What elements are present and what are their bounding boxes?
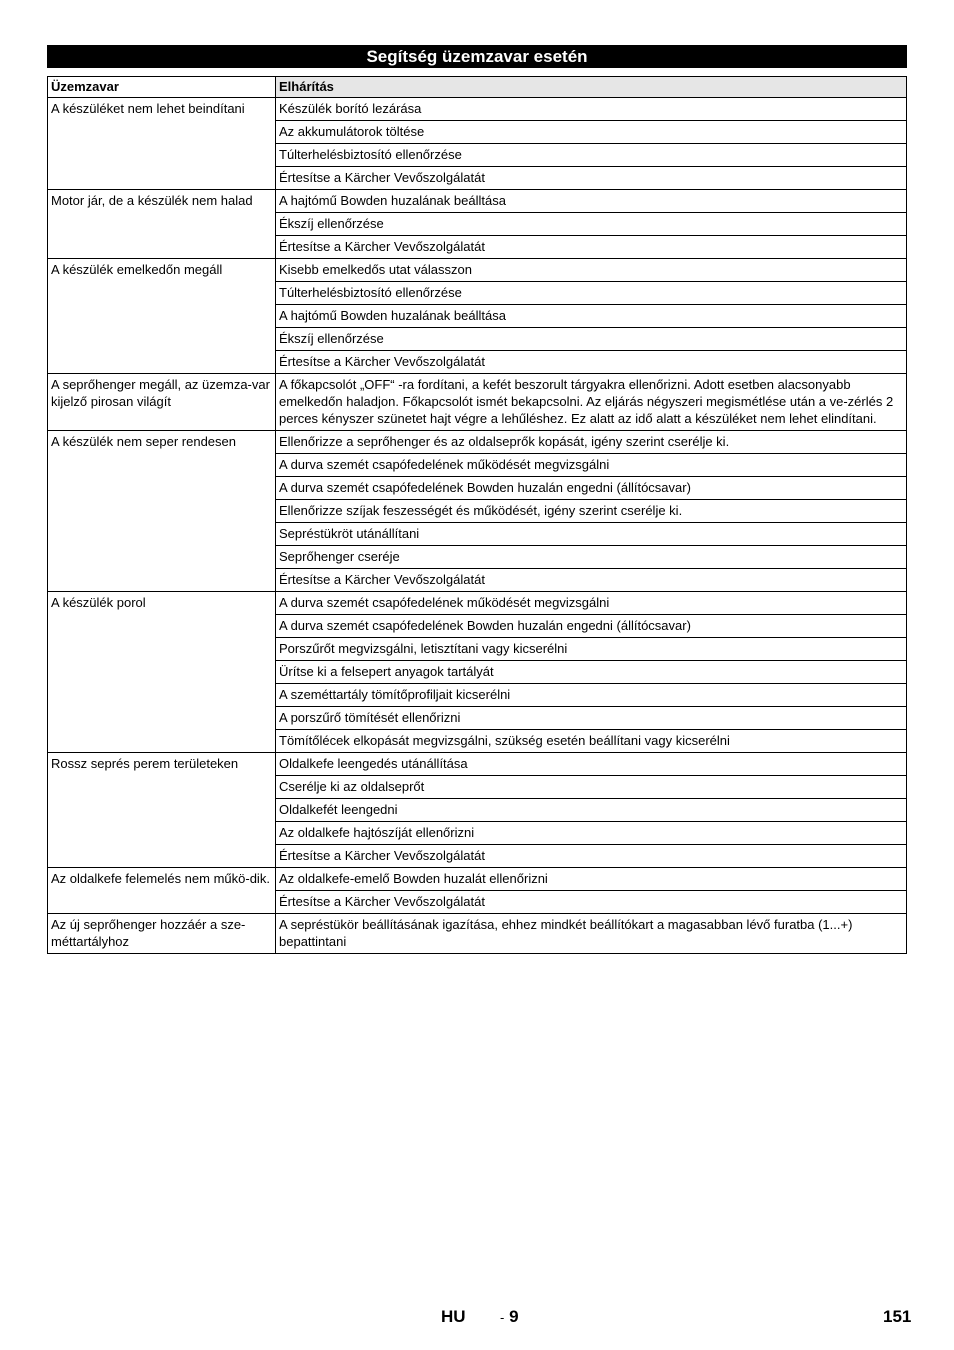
fault-cell: Rossz seprés perem területeken bbox=[48, 753, 276, 868]
remedy-cell: Túlterhelésbiztosító ellenőrzése bbox=[276, 282, 907, 305]
table-header-row bbox=[48, 77, 907, 98]
remedy-cell: Ékszíj ellenőrzése bbox=[276, 213, 907, 236]
remedy-cell: A hajtómű Bowden huzalának beálltása bbox=[276, 305, 907, 328]
table-row bbox=[48, 98, 907, 121]
remedy-cell: Értesítse a Kärcher Vevőszolgálatát bbox=[276, 236, 907, 259]
remedy-cell: Értesítse a Kärcher Vevőszolgálatát bbox=[276, 351, 907, 374]
remedy-cell: Porszűrőt megvizsgálni, letisztítani vagy kicserélni bbox=[276, 638, 907, 661]
footer-language: HU bbox=[441, 1307, 466, 1326]
remedy-cell: Tömítőlécek elkopását megvizsgálni, szükség esetén beállítani vagy kicserélni bbox=[276, 730, 907, 753]
table-row bbox=[48, 259, 907, 282]
table-row bbox=[48, 592, 907, 615]
footer-section-page-number: 9 bbox=[509, 1307, 519, 1326]
remedy-cell: Sepréstükröt utánállítani bbox=[276, 523, 907, 546]
table-row bbox=[48, 431, 907, 454]
table-row bbox=[48, 914, 907, 954]
remedy-cell: Ürítse ki a felsepert anyagok tartályát bbox=[276, 661, 907, 684]
remedy-cell: A porszűrő tömítését ellenőrizni bbox=[276, 707, 907, 730]
footer-section-page bbox=[500, 1307, 519, 1327]
remedy-cell: A szeméttartály tömítőprofiljait kicserélni bbox=[276, 684, 907, 707]
table-body bbox=[48, 98, 907, 954]
remedy-cell: Értesítse a Kärcher Vevőszolgálatát bbox=[276, 891, 907, 914]
remedy-cell: Értesítse a Kärcher Vevőszolgálatát bbox=[276, 569, 907, 592]
remedy-cell: Értesítse a Kärcher Vevőszolgálatát bbox=[276, 845, 907, 868]
remedy-cell: Seprőhenger cseréje bbox=[276, 546, 907, 569]
remedy-cell: A durva szemét csapófedelének Bowden huzalán engedni (állítócsavar) bbox=[276, 615, 907, 638]
header-remedy: Elhárítás bbox=[276, 77, 907, 98]
table-row bbox=[48, 753, 907, 776]
remedy-cell: Oldalkefét leengedni bbox=[276, 799, 907, 822]
fault-cell: A készülék nem seper rendesen bbox=[48, 431, 276, 592]
fault-cell: A készüléket nem lehet beindítani bbox=[48, 98, 276, 190]
remedy-cell: Ékszíj ellenőrzése bbox=[276, 328, 907, 351]
fault-cell: Az oldalkefe felemelés nem műkö-dik. bbox=[48, 868, 276, 914]
remedy-cell: Ellenőrizze szíjak feszességét és működését, igény szerint cserélje ki. bbox=[276, 500, 907, 523]
remedy-cell: Cserélje ki az oldalseprőt bbox=[276, 776, 907, 799]
remedy-cell: A durva szemét csapófedelének Bowden huzalán engedni (állítócsavar) bbox=[276, 477, 907, 500]
footer-page-number: 151 bbox=[883, 1307, 912, 1326]
remedy-cell: Az oldalkefe hajtószíját ellenőrizni bbox=[276, 822, 907, 845]
fault-cell: Az új seprőhenger hozzáér a sze-méttartályhoz bbox=[48, 914, 276, 954]
header-fault: Üzemzavar bbox=[48, 77, 276, 98]
remedy-cell: Túlterhelésbiztosító ellenőrzése bbox=[276, 144, 907, 167]
table-row bbox=[48, 190, 907, 213]
remedy-cell: Ellenőrizze a seprőhenger és az oldalseprők kopását, igény szerint cserélje ki. bbox=[276, 431, 907, 454]
footer-dash: - bbox=[500, 1310, 505, 1325]
table-row bbox=[48, 374, 907, 431]
remedy-cell: A durva szemét csapófedelének működését megvizsgálni bbox=[276, 454, 907, 477]
remedy-cell: Értesítse a Kärcher Vevőszolgálatát bbox=[276, 167, 907, 190]
remedy-cell: Az oldalkefe-emelő Bowden huzalát ellenőrizni bbox=[276, 868, 907, 891]
remedy-cell: A hajtómű Bowden huzalának beálltása bbox=[276, 190, 907, 213]
troubleshooting-table bbox=[47, 76, 907, 954]
fault-cell: A készülék porol bbox=[48, 592, 276, 753]
remedy-cell: A főkapcsolót „OFF“ -ra fordítani, a kefét beszorult tárgyakra ellenőrizni. Adott esetben alacsonyabb emelkedőn haladjon. Főkapcsolót ismét bekapcsolni. Az eljárás négyszeri megismétlése után a ve-zérlés 2 perces kényszer szünetet hajt végre a lehűléshez. Ez alatt az idő alatt a készüléket nem lehet elindítani. bbox=[276, 374, 907, 431]
table-row bbox=[48, 868, 907, 891]
remedy-cell: Kisebb emelkedős utat válasszon bbox=[276, 259, 907, 282]
section-title: Segítség üzemzavar esetén bbox=[47, 45, 907, 68]
fault-cell: A készülék emelkedőn megáll bbox=[48, 259, 276, 374]
remedy-cell: A durva szemét csapófedelének működését megvizsgálni bbox=[276, 592, 907, 615]
remedy-cell: Oldalkefe leengedés utánállítása bbox=[276, 753, 907, 776]
fault-cell: A seprőhenger megáll, az üzemza-var kijelző pirosan világít bbox=[48, 374, 276, 431]
remedy-cell: A sepréstükör beállításának igazítása, ehhez mindkét beállítókart a magasabban lévő furatba (1...+) bepattintani bbox=[276, 914, 907, 954]
remedy-cell: Az akkumulátorok töltése bbox=[276, 121, 907, 144]
fault-cell: Motor jár, de a készülék nem halad bbox=[48, 190, 276, 259]
remedy-cell: Készülék borító lezárása bbox=[276, 98, 907, 121]
